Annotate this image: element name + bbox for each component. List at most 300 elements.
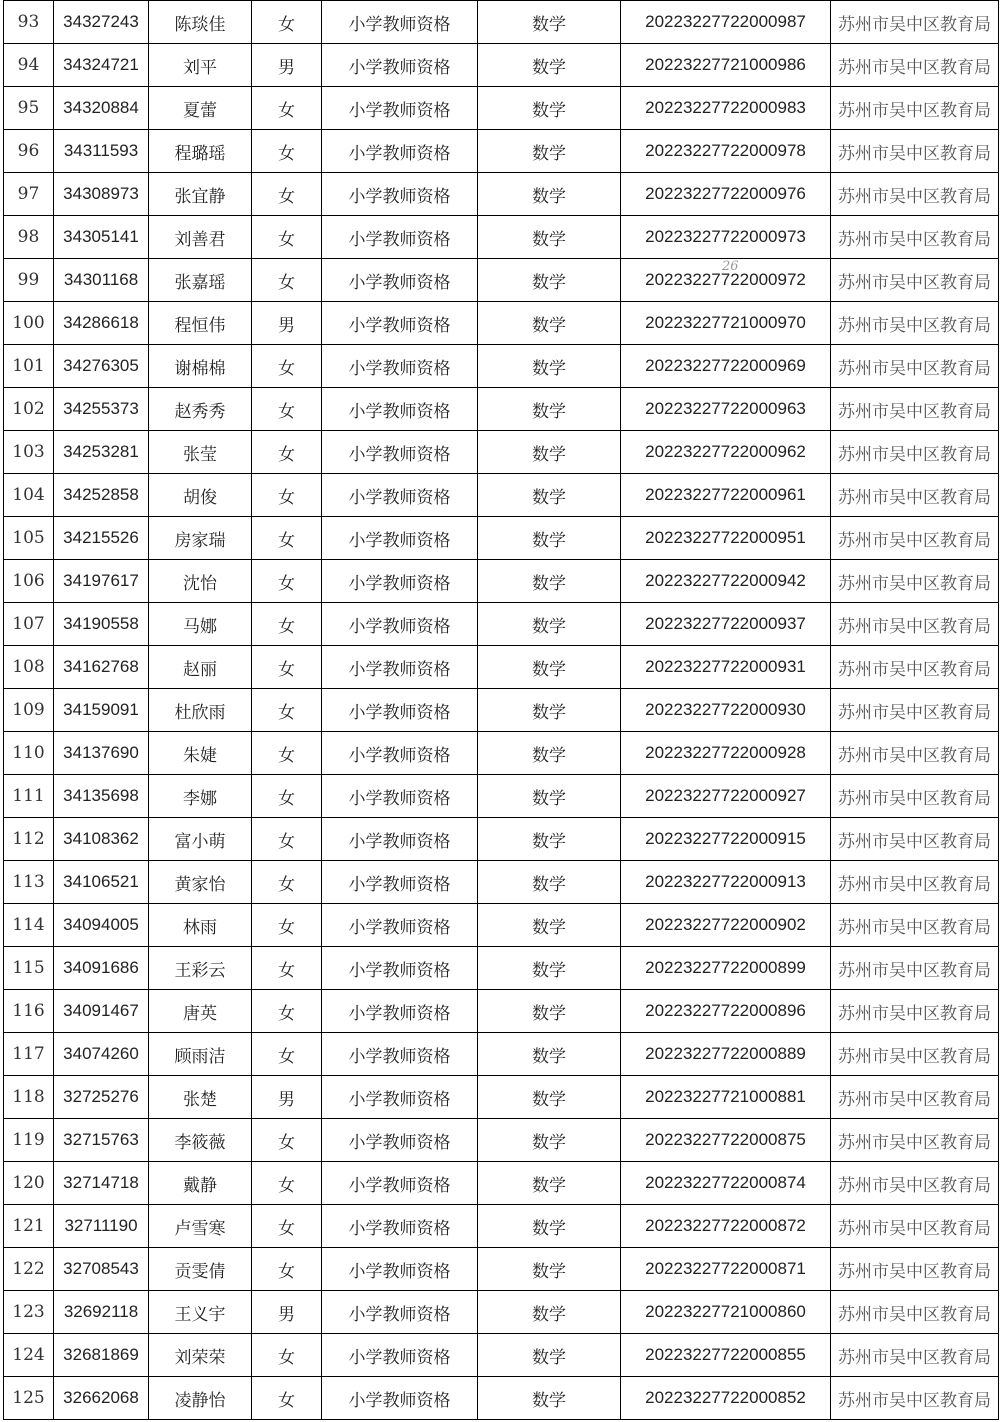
certificate-number-cell: 20223227722000962 bbox=[621, 431, 831, 474]
subject-cell: 数学 bbox=[478, 431, 621, 474]
qualification-cell: 小学教师资格 bbox=[322, 1291, 478, 1334]
issuing-authority-cell: 苏州市吴中区教育局 bbox=[831, 560, 999, 603]
issuing-authority-cell: 苏州市吴中区教育局 bbox=[831, 1377, 999, 1420]
table-row bbox=[4, 818, 999, 861]
issuing-authority-cell: 苏州市吴中区教育局 bbox=[831, 517, 999, 560]
issuing-authority-cell: 苏州市吴中区教育局 bbox=[831, 345, 999, 388]
qualification-cell: 小学教师资格 bbox=[322, 861, 478, 904]
table-row bbox=[4, 904, 999, 947]
gender-cell: 女 bbox=[252, 431, 322, 474]
subject-cell: 数学 bbox=[478, 646, 621, 689]
table-row bbox=[4, 44, 999, 87]
candidate-id-cell: 32692118 bbox=[54, 1291, 149, 1334]
issuing-authority-cell: 苏州市吴中区教育局 bbox=[831, 216, 999, 259]
name-cell: 沈怡 bbox=[149, 560, 252, 603]
candidate-id-cell: 32715763 bbox=[54, 1119, 149, 1162]
seq-cell: 99 bbox=[4, 259, 54, 302]
table-row bbox=[4, 861, 999, 904]
table-row bbox=[4, 947, 999, 990]
subject-cell: 数学 bbox=[478, 1033, 621, 1076]
issuing-authority-cell: 苏州市吴中区教育局 bbox=[831, 818, 999, 861]
table-row bbox=[4, 1334, 999, 1377]
name-cell: 程恒伟 bbox=[149, 302, 252, 345]
seq-cell: 122 bbox=[4, 1248, 54, 1291]
subject-cell: 数学 bbox=[478, 1334, 621, 1377]
seq-cell: 123 bbox=[4, 1291, 54, 1334]
issuing-authority-cell: 苏州市吴中区教育局 bbox=[831, 1033, 999, 1076]
name-cell: 马娜 bbox=[149, 603, 252, 646]
subject-cell: 数学 bbox=[478, 1205, 621, 1248]
subject-cell: 数学 bbox=[478, 1076, 621, 1119]
certificate-number-cell: 20223227722000899 bbox=[621, 947, 831, 990]
qualification-cell: 小学教师资格 bbox=[322, 1076, 478, 1119]
name-cell: 胡俊 bbox=[149, 474, 252, 517]
seq-cell: 124 bbox=[4, 1334, 54, 1377]
seq-cell: 112 bbox=[4, 818, 54, 861]
seq-cell: 106 bbox=[4, 560, 54, 603]
subject-cell: 数学 bbox=[478, 216, 621, 259]
issuing-authority-cell: 苏州市吴中区教育局 bbox=[831, 689, 999, 732]
gender-cell: 女 bbox=[252, 603, 322, 646]
candidate-id-cell: 34137690 bbox=[54, 732, 149, 775]
qualification-cell: 小学教师资格 bbox=[322, 1248, 478, 1291]
seq-cell: 113 bbox=[4, 861, 54, 904]
seq-cell: 116 bbox=[4, 990, 54, 1033]
qualification-cell: 小学教师资格 bbox=[322, 302, 478, 345]
subject-cell: 数学 bbox=[478, 44, 621, 87]
subject-cell: 数学 bbox=[478, 517, 621, 560]
table-row bbox=[4, 173, 999, 216]
seq-cell: 105 bbox=[4, 517, 54, 560]
qualification-cell: 小学教师资格 bbox=[322, 1377, 478, 1420]
name-cell: 张嘉瑶 bbox=[149, 259, 252, 302]
seq-cell: 120 bbox=[4, 1162, 54, 1205]
name-cell: 张莹 bbox=[149, 431, 252, 474]
candidate-id-cell: 34190558 bbox=[54, 603, 149, 646]
name-cell: 唐英 bbox=[149, 990, 252, 1033]
issuing-authority-cell: 苏州市吴中区教育局 bbox=[831, 1248, 999, 1291]
qualification-cell: 小学教师资格 bbox=[322, 1334, 478, 1377]
issuing-authority-cell: 苏州市吴中区教育局 bbox=[831, 861, 999, 904]
table-row bbox=[4, 302, 999, 345]
table-row bbox=[4, 1291, 999, 1334]
qualification-cell: 小学教师资格 bbox=[322, 904, 478, 947]
qualification-cell: 小学教师资格 bbox=[322, 1, 478, 44]
issuing-authority-cell: 苏州市吴中区教育局 bbox=[831, 130, 999, 173]
seq-cell: 94 bbox=[4, 44, 54, 87]
certificate-number-cell: 20223227722000942 bbox=[621, 560, 831, 603]
table-row bbox=[4, 1033, 999, 1076]
name-cell: 张宜静 bbox=[149, 173, 252, 216]
candidate-id-cell: 34159091 bbox=[54, 689, 149, 732]
gender-cell: 女 bbox=[252, 990, 322, 1033]
subject-cell: 数学 bbox=[478, 818, 621, 861]
issuing-authority-cell: 苏州市吴中区教育局 bbox=[831, 173, 999, 216]
candidate-id-cell: 34074260 bbox=[54, 1033, 149, 1076]
certificate-number-cell: 20223227722000976 bbox=[621, 173, 831, 216]
issuing-authority-cell: 苏州市吴中区教育局 bbox=[831, 1119, 999, 1162]
name-cell: 杜欣雨 bbox=[149, 689, 252, 732]
issuing-authority-cell: 苏州市吴中区教育局 bbox=[831, 431, 999, 474]
name-cell: 赵秀秀 bbox=[149, 388, 252, 431]
qualification-cell: 小学教师资格 bbox=[322, 947, 478, 990]
gender-cell: 女 bbox=[252, 904, 322, 947]
table-row bbox=[4, 1, 999, 44]
seq-cell: 103 bbox=[4, 431, 54, 474]
subject-cell: 数学 bbox=[478, 474, 621, 517]
issuing-authority-cell: 苏州市吴中区教育局 bbox=[831, 775, 999, 818]
name-cell: 刘善君 bbox=[149, 216, 252, 259]
name-cell: 朱婕 bbox=[149, 732, 252, 775]
table-row bbox=[4, 259, 999, 302]
subject-cell: 数学 bbox=[478, 689, 621, 732]
certificate-number-cell: 20223227722000931 bbox=[621, 646, 831, 689]
gender-cell: 女 bbox=[252, 1, 322, 44]
gender-cell: 女 bbox=[252, 689, 322, 732]
gender-cell: 女 bbox=[252, 1119, 322, 1162]
seq-cell: 93 bbox=[4, 1, 54, 44]
candidate-id-cell: 34197617 bbox=[54, 560, 149, 603]
issuing-authority-cell: 苏州市吴中区教育局 bbox=[831, 388, 999, 431]
subject-cell: 数学 bbox=[478, 1119, 621, 1162]
certificate-number-cell: 20223227721000986 bbox=[621, 44, 831, 87]
name-cell: 卢雪寒 bbox=[149, 1205, 252, 1248]
issuing-authority-cell: 苏州市吴中区教育局 bbox=[831, 904, 999, 947]
qualification-cell: 小学教师资格 bbox=[322, 474, 478, 517]
issuing-authority-cell: 苏州市吴中区教育局 bbox=[831, 732, 999, 775]
qualification-cell: 小学教师资格 bbox=[322, 173, 478, 216]
candidate-id-cell: 32708543 bbox=[54, 1248, 149, 1291]
seq-cell: 107 bbox=[4, 603, 54, 646]
issuing-authority-cell: 苏州市吴中区教育局 bbox=[831, 646, 999, 689]
name-cell: 贡雯倩 bbox=[149, 1248, 252, 1291]
table-row bbox=[4, 775, 999, 818]
candidate-id-cell: 34106521 bbox=[54, 861, 149, 904]
gender-cell: 女 bbox=[252, 388, 322, 431]
table-row bbox=[4, 990, 999, 1033]
subject-cell: 数学 bbox=[478, 732, 621, 775]
qualification-cell: 小学教师资格 bbox=[322, 732, 478, 775]
gender-cell: 女 bbox=[252, 1334, 322, 1377]
table-row bbox=[4, 560, 999, 603]
gender-cell: 女 bbox=[252, 1377, 322, 1420]
qualification-cell: 小学教师资格 bbox=[322, 431, 478, 474]
table-row bbox=[4, 345, 999, 388]
certificate-number-cell: 20223227722000875 bbox=[621, 1119, 831, 1162]
candidate-id-cell: 34162768 bbox=[54, 646, 149, 689]
candidate-id-cell: 34327243 bbox=[54, 1, 149, 44]
seq-cell: 117 bbox=[4, 1033, 54, 1076]
qualification-cell: 小学教师资格 bbox=[322, 990, 478, 1033]
issuing-authority-cell: 苏州市吴中区教育局 bbox=[831, 44, 999, 87]
subject-cell: 数学 bbox=[478, 345, 621, 388]
seq-cell: 97 bbox=[4, 173, 54, 216]
subject-cell: 数学 bbox=[478, 1291, 621, 1334]
qualification-cell: 小学教师资格 bbox=[322, 345, 478, 388]
certificate-number-cell: 20223227722000937 bbox=[621, 603, 831, 646]
gender-cell: 女 bbox=[252, 1033, 322, 1076]
qualification-cell: 小学教师资格 bbox=[322, 775, 478, 818]
issuing-authority-cell: 苏州市吴中区教育局 bbox=[831, 1162, 999, 1205]
certificate-number-cell: 20223227722000951 bbox=[621, 517, 831, 560]
qualification-cell: 小学教师资格 bbox=[322, 1119, 478, 1162]
seq-cell: 109 bbox=[4, 689, 54, 732]
subject-cell: 数学 bbox=[478, 990, 621, 1033]
table-row bbox=[4, 1205, 999, 1248]
issuing-authority-cell: 苏州市吴中区教育局 bbox=[831, 474, 999, 517]
qualification-cell: 小学教师资格 bbox=[322, 130, 478, 173]
table-row bbox=[4, 388, 999, 431]
candidate-id-cell: 32662068 bbox=[54, 1377, 149, 1420]
seq-cell: 108 bbox=[4, 646, 54, 689]
table-row bbox=[4, 130, 999, 173]
seq-cell: 118 bbox=[4, 1076, 54, 1119]
seq-cell: 102 bbox=[4, 388, 54, 431]
issuing-authority-cell: 苏州市吴中区教育局 bbox=[831, 1334, 999, 1377]
table-row bbox=[4, 1248, 999, 1291]
subject-cell: 数学 bbox=[478, 603, 621, 646]
name-cell: 富小萌 bbox=[149, 818, 252, 861]
certificate-number-cell: 20223227722000913 bbox=[621, 861, 831, 904]
gender-cell: 女 bbox=[252, 775, 322, 818]
candidate-id-cell: 34108362 bbox=[54, 818, 149, 861]
name-cell: 黄家怡 bbox=[149, 861, 252, 904]
qualification-cell: 小学教师资格 bbox=[322, 560, 478, 603]
subject-cell: 数学 bbox=[478, 388, 621, 431]
subject-cell: 数学 bbox=[478, 1, 621, 44]
subject-cell: 数学 bbox=[478, 1377, 621, 1420]
subject-cell: 数学 bbox=[478, 173, 621, 216]
table-row bbox=[4, 1377, 999, 1420]
seq-cell: 119 bbox=[4, 1119, 54, 1162]
name-cell: 刘荣荣 bbox=[149, 1334, 252, 1377]
certificate-number-cell: 20223227722000983 bbox=[621, 87, 831, 130]
certificate-number-cell: 20223227722000963 bbox=[621, 388, 831, 431]
subject-cell: 数学 bbox=[478, 904, 621, 947]
certificate-number-cell: 20223227722000902 bbox=[621, 904, 831, 947]
gender-cell: 女 bbox=[252, 345, 322, 388]
subject-cell: 数学 bbox=[478, 130, 621, 173]
table-row bbox=[4, 216, 999, 259]
candidate-id-cell: 32711190 bbox=[54, 1205, 149, 1248]
gender-cell: 女 bbox=[252, 1248, 322, 1291]
issuing-authority-cell: 苏州市吴中区教育局 bbox=[831, 947, 999, 990]
seq-cell: 104 bbox=[4, 474, 54, 517]
qualification-cell: 小学教师资格 bbox=[322, 646, 478, 689]
qualification-cell: 小学教师资格 bbox=[322, 388, 478, 431]
qualification-cell: 小学教师资格 bbox=[322, 1162, 478, 1205]
candidate-id-cell: 34253281 bbox=[54, 431, 149, 474]
certificate-number-cell: 20223227722000889 bbox=[621, 1033, 831, 1076]
candidate-id-cell: 32714718 bbox=[54, 1162, 149, 1205]
certificate-number-cell: 20223227722000915 bbox=[621, 818, 831, 861]
subject-cell: 数学 bbox=[478, 259, 621, 302]
table-row bbox=[4, 603, 999, 646]
candidate-id-cell: 34252858 bbox=[54, 474, 149, 517]
table-row bbox=[4, 431, 999, 474]
gender-cell: 男 bbox=[252, 302, 322, 345]
candidate-id-cell: 34324721 bbox=[54, 44, 149, 87]
name-cell: 李筱薇 bbox=[149, 1119, 252, 1162]
name-cell: 李娜 bbox=[149, 775, 252, 818]
gender-cell: 女 bbox=[252, 517, 322, 560]
seq-cell: 114 bbox=[4, 904, 54, 947]
seq-cell: 121 bbox=[4, 1205, 54, 1248]
qualification-cell: 小学教师资格 bbox=[322, 44, 478, 87]
subject-cell: 数学 bbox=[478, 775, 621, 818]
name-cell: 赵丽 bbox=[149, 646, 252, 689]
candidate-id-cell: 34308973 bbox=[54, 173, 149, 216]
certificate-number-cell: 20223227722000961 bbox=[621, 474, 831, 517]
gender-cell: 男 bbox=[252, 1291, 322, 1334]
gender-cell: 女 bbox=[252, 646, 322, 689]
certificate-number-cell: 20223227722000872 bbox=[621, 1205, 831, 1248]
name-cell: 林雨 bbox=[149, 904, 252, 947]
subject-cell: 数学 bbox=[478, 560, 621, 603]
certificate-roster-table bbox=[3, 0, 999, 1420]
qualification-cell: 小学教师资格 bbox=[322, 87, 478, 130]
name-cell: 顾雨洁 bbox=[149, 1033, 252, 1076]
certificate-number-cell: 20223227722000927 bbox=[621, 775, 831, 818]
seq-cell: 98 bbox=[4, 216, 54, 259]
subject-cell: 数学 bbox=[478, 1162, 621, 1205]
issuing-authority-cell: 苏州市吴中区教育局 bbox=[831, 259, 999, 302]
candidate-id-cell: 34094005 bbox=[54, 904, 149, 947]
seq-cell: 111 bbox=[4, 775, 54, 818]
seq-cell: 95 bbox=[4, 87, 54, 130]
table-row bbox=[4, 87, 999, 130]
issuing-authority-cell: 苏州市吴中区教育局 bbox=[831, 302, 999, 345]
candidate-id-cell: 32725276 bbox=[54, 1076, 149, 1119]
candidate-id-cell: 34215526 bbox=[54, 517, 149, 560]
certificate-number-cell: 20223227722000972 bbox=[621, 259, 831, 302]
candidate-id-cell: 34135698 bbox=[54, 775, 149, 818]
name-cell: 夏蕾 bbox=[149, 87, 252, 130]
name-cell: 戴静 bbox=[149, 1162, 252, 1205]
candidate-id-cell: 34311593 bbox=[54, 130, 149, 173]
subject-cell: 数学 bbox=[478, 302, 621, 345]
gender-cell: 女 bbox=[252, 947, 322, 990]
table-row bbox=[4, 1076, 999, 1119]
gender-cell: 女 bbox=[252, 560, 322, 603]
name-cell: 谢棉棉 bbox=[149, 345, 252, 388]
certificate-number-cell: 20223227722000871 bbox=[621, 1248, 831, 1291]
seq-cell: 100 bbox=[4, 302, 54, 345]
gender-cell: 女 bbox=[252, 861, 322, 904]
seq-cell: 110 bbox=[4, 732, 54, 775]
subject-cell: 数学 bbox=[478, 861, 621, 904]
certificate-number-cell: 20223227721000860 bbox=[621, 1291, 831, 1334]
certificate-number-cell: 20223227722000852 bbox=[621, 1377, 831, 1420]
table-row bbox=[4, 732, 999, 775]
name-cell: 房家瑞 bbox=[149, 517, 252, 560]
table-row bbox=[4, 689, 999, 732]
seq-cell: 125 bbox=[4, 1377, 54, 1420]
certificate-number-cell: 20223227721000881 bbox=[621, 1076, 831, 1119]
certificate-number-cell: 20223227722000973 bbox=[621, 216, 831, 259]
subject-cell: 数学 bbox=[478, 87, 621, 130]
gender-cell: 女 bbox=[252, 130, 322, 173]
qualification-cell: 小学教师资格 bbox=[322, 259, 478, 302]
issuing-authority-cell: 苏州市吴中区教育局 bbox=[831, 1291, 999, 1334]
name-cell: 程璐瑶 bbox=[149, 130, 252, 173]
gender-cell: 女 bbox=[252, 259, 322, 302]
candidate-id-cell: 34286618 bbox=[54, 302, 149, 345]
candidate-id-cell: 34091686 bbox=[54, 947, 149, 990]
table-row bbox=[4, 474, 999, 517]
issuing-authority-cell: 苏州市吴中区教育局 bbox=[831, 87, 999, 130]
name-cell: 王彩云 bbox=[149, 947, 252, 990]
gender-cell: 男 bbox=[252, 44, 322, 87]
qualification-cell: 小学教师资格 bbox=[322, 818, 478, 861]
qualification-cell: 小学教师资格 bbox=[322, 1033, 478, 1076]
issuing-authority-cell: 苏州市吴中区教育局 bbox=[831, 1205, 999, 1248]
qualification-cell: 小学教师资格 bbox=[322, 1205, 478, 1248]
gender-cell: 女 bbox=[252, 474, 322, 517]
gender-cell: 男 bbox=[252, 1076, 322, 1119]
name-cell: 张楚 bbox=[149, 1076, 252, 1119]
qualification-cell: 小学教师资格 bbox=[322, 689, 478, 732]
issuing-authority-cell: 苏州市吴中区教育局 bbox=[831, 603, 999, 646]
gender-cell: 女 bbox=[252, 216, 322, 259]
issuing-authority-cell: 苏州市吴中区教育局 bbox=[831, 990, 999, 1033]
qualification-cell: 小学教师资格 bbox=[322, 603, 478, 646]
name-cell: 凌静怡 bbox=[149, 1377, 252, 1420]
certificate-number-cell: 20223227722000855 bbox=[621, 1334, 831, 1377]
certificate-number-cell: 20223227722000987 bbox=[621, 1, 831, 44]
certificate-number-cell: 20223227722000978 bbox=[621, 130, 831, 173]
candidate-id-cell: 34301168 bbox=[54, 259, 149, 302]
gender-cell: 女 bbox=[252, 1205, 322, 1248]
certificate-number-cell: 20223227722000896 bbox=[621, 990, 831, 1033]
gender-cell: 女 bbox=[252, 732, 322, 775]
candidate-id-cell: 32681869 bbox=[54, 1334, 149, 1377]
candidate-id-cell: 34091467 bbox=[54, 990, 149, 1033]
issuing-authority-cell: 苏州市吴中区教育局 bbox=[831, 1076, 999, 1119]
qualification-cell: 小学教师资格 bbox=[322, 216, 478, 259]
gender-cell: 女 bbox=[252, 173, 322, 216]
table-row bbox=[4, 1119, 999, 1162]
roster-body bbox=[4, 1, 999, 1420]
gender-cell: 女 bbox=[252, 818, 322, 861]
candidate-id-cell: 34276305 bbox=[54, 345, 149, 388]
gender-cell: 女 bbox=[252, 1162, 322, 1205]
page-number-watermark: 26 bbox=[722, 259, 739, 274]
name-cell: 刘平 bbox=[149, 44, 252, 87]
table-row bbox=[4, 646, 999, 689]
seq-cell: 96 bbox=[4, 130, 54, 173]
candidate-id-cell: 34320884 bbox=[54, 87, 149, 130]
seq-cell: 115 bbox=[4, 947, 54, 990]
table-row bbox=[4, 1162, 999, 1205]
gender-cell: 女 bbox=[252, 87, 322, 130]
certificate-number-cell: 20223227722000930 bbox=[621, 689, 831, 732]
seq-cell: 101 bbox=[4, 345, 54, 388]
certificate-number-cell: 20223227722000969 bbox=[621, 345, 831, 388]
name-cell: 陈琰佳 bbox=[149, 1, 252, 44]
candidate-id-cell: 34305141 bbox=[54, 216, 149, 259]
issuing-authority-cell: 苏州市吴中区教育局 bbox=[831, 1, 999, 44]
subject-cell: 数学 bbox=[478, 1248, 621, 1291]
certificate-number-cell: 20223227722000874 bbox=[621, 1162, 831, 1205]
certificate-number-cell: 20223227722000928 bbox=[621, 732, 831, 775]
certificate-number-cell: 20223227721000970 bbox=[621, 302, 831, 345]
table-row bbox=[4, 517, 999, 560]
candidate-id-cell: 34255373 bbox=[54, 388, 149, 431]
qualification-cell: 小学教师资格 bbox=[322, 517, 478, 560]
name-cell: 王义宇 bbox=[149, 1291, 252, 1334]
subject-cell: 数学 bbox=[478, 947, 621, 990]
